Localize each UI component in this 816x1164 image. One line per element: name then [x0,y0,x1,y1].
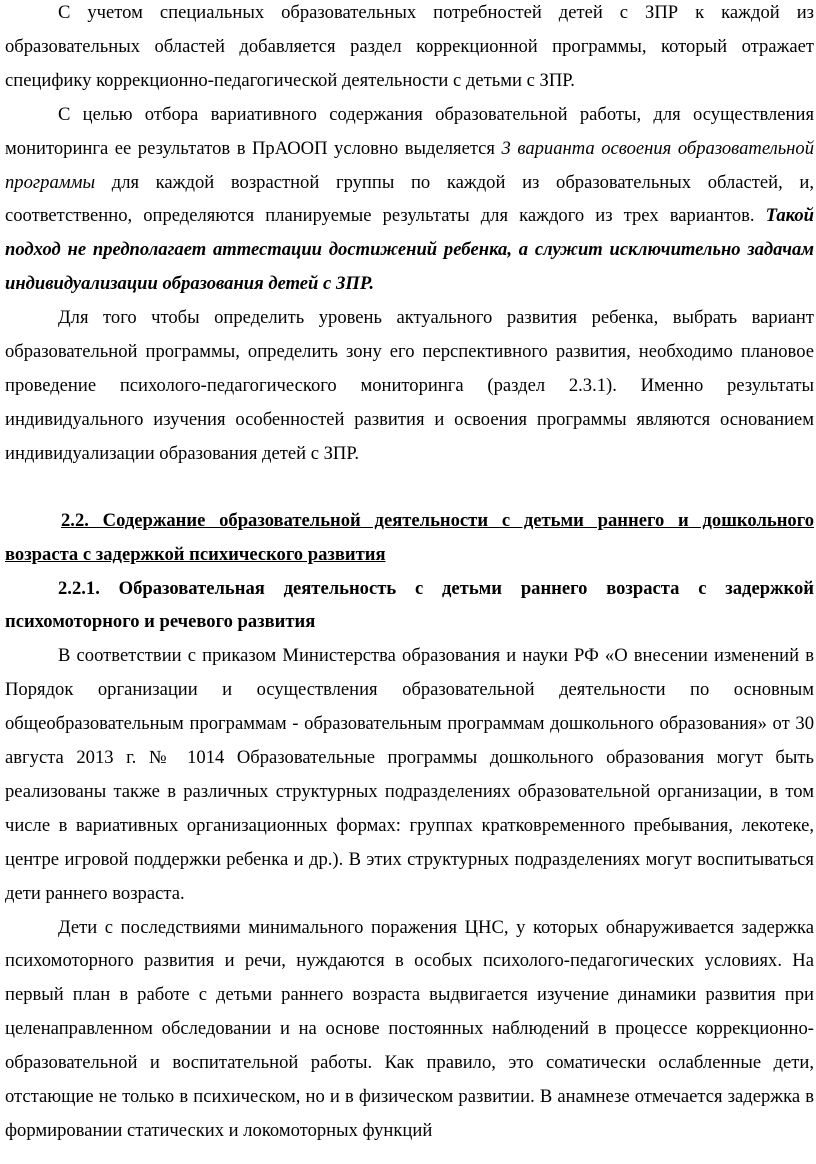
paragraph-text: С целью отбора вариативного содержания образовательной работы, для осуществления мониторинга ее результатов в ПрАООП условно выделяется [5,103,814,159]
paragraph-correction-section: С учетом специальных образовательных потребностей детей с ЗПР к каждой из образовательных областей добавляется раздел коррекционной программы, который отражает специфику коррекционно-педагогической деятельности с детьми с ЗПР. [5,2,814,91]
paragraph-cns-children: Дети с последствиями минимального поражения ЦНС, у которых обнаруживается задержка психомоторного развития и речи, нуждаются в особых психолого-педагогических условиях. На первый план в работе с детьми раннего возраста выдвигается изучение динамики развития при целенаправленном обследовании и на основе постоянных наблюдений в процессе коррекционно-образовательной и воспитательной работы. Как правило, это соматически ослабленные дети, отстающие не только в психическом, но и в физическом развитии. В анамнезе отмечается задержка в формировании статических и локомоторных функций [5,916,814,1141]
paragraph-ministry-order: В соответствии с приказом Министерства образования и науки РФ «О внесении изменений в Порядок организации и осуществления образовательной деятельности по основным общеобразовательным программам - образовательным программам дошкольного образования» от 30 августа 2013 г. № 1014 Образовательные программы дошкольного образования могут быть реализованы также в различных структурных подразделениях образовательной организации, в том числе в вариативных организационных формах: группах кратковременного пребывания, лекотеке, центре игровой поддержки ребенка и др.). В этих структурных подразделениях могут воспитываться дети раннего возраста. [5,645,814,904]
subsection-heading: 2.2.1. Образовательная деятельность с детьми раннего возраста с задержкой психомоторного и речевого развития [5,577,814,633]
italic-phrase: 3 варианта освоения образовательной программы [5,137,814,193]
paragraph-program-variants [5,98,814,301]
section-heading: 2.2. Содержание образовательной деятельности с детьми раннего и дошкольного возраста с задержкой психического развития [5,509,814,565]
paragraph-monitoring: Для того чтобы определить уровень актуального развития ребенка, выбрать вариант образовательной программы, определить зону его перспективного развития, необходимо плановое проведение психолого-педагогического мониторинга (раздел 2.3.1). Именно результаты индивидуального изучения особенностей развития и освоения программы являются основанием индивидуализации образования детей с ЗПР. [5,307,814,464]
bold-italic-statement: Такой подход не предполагает аттестации достижений ребенка, а служит исключительно задачам индивидуализации образования детей с ЗПР. [5,205,814,295]
paragraph-text: для каждой возрастной группы по каждой из образовательных областей, и, соответственно, определяются планируемые результаты для каждого из трех вариантов. [5,171,814,227]
